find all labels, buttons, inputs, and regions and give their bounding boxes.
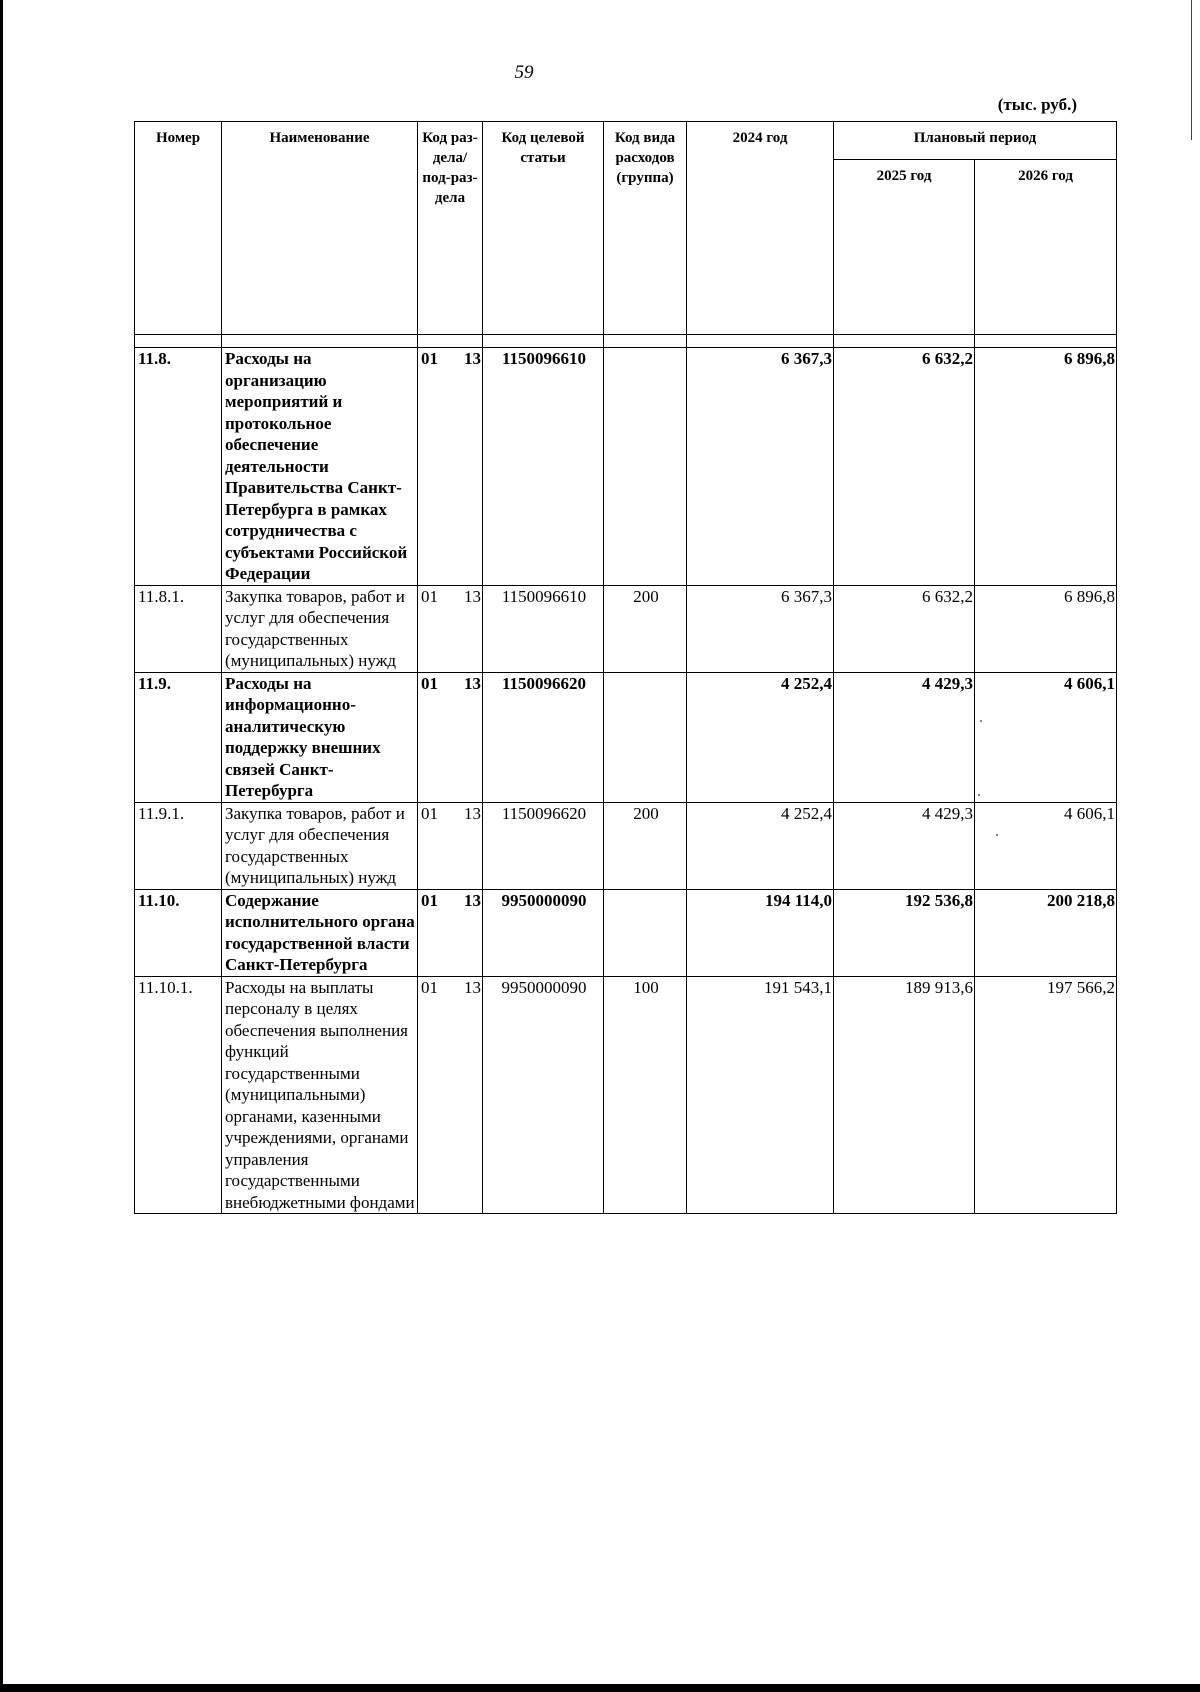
row-value-2025: 192 536,8 bbox=[834, 889, 975, 976]
row-name: Закупка товаров, работ и услуг для обеспечения государственных (муниципальных) нужд bbox=[222, 585, 418, 672]
scan-speck bbox=[978, 794, 980, 796]
header-year-2026: 2026 год bbox=[975, 160, 1117, 335]
header-spacer-row bbox=[135, 335, 1117, 348]
row-target-code: 9950000090 bbox=[483, 889, 604, 976]
header-planning-period: Плановый период bbox=[834, 122, 1117, 160]
row-section-code bbox=[418, 802, 483, 889]
row-target-code: 1150096610 bbox=[483, 348, 604, 586]
row-name: Содержание исполнительного органа государственной власти Санкт-Петербурга bbox=[222, 889, 418, 976]
row-target-code: 1150096620 bbox=[483, 672, 604, 802]
row-section-code bbox=[418, 585, 483, 672]
table-row bbox=[135, 802, 1117, 889]
header-expense-kind-code: Код вида расходов (группа) bbox=[604, 122, 687, 335]
scan-edge-right bbox=[1191, 0, 1192, 140]
table-row bbox=[135, 348, 1117, 586]
row-section-code bbox=[418, 889, 483, 976]
row-value-2025: 189 913,6 bbox=[834, 976, 975, 1214]
scan-speck bbox=[980, 720, 982, 722]
row-expense-kind: 100 bbox=[604, 976, 687, 1214]
row-target-code: 9950000090 bbox=[483, 976, 604, 1214]
row-value-2026: 4 606,1 bbox=[975, 802, 1117, 889]
table-header bbox=[135, 122, 1117, 335]
row-target-code: 1150096610 bbox=[483, 585, 604, 672]
table-row bbox=[135, 889, 1117, 976]
row-value-2026: 4 606,1 bbox=[975, 672, 1117, 802]
row-subsection: 13 bbox=[464, 890, 481, 910]
header-name: Наименование bbox=[222, 122, 418, 335]
row-section: 01 bbox=[421, 349, 438, 368]
row-value-2026: 197 566,2 bbox=[975, 976, 1117, 1214]
table-body bbox=[135, 335, 1117, 1214]
row-name: Закупка товаров, работ и услуг для обеспечения государственных (муниципальных) нужд bbox=[222, 802, 418, 889]
row-section: 01 bbox=[421, 586, 438, 606]
row-section-code bbox=[418, 976, 483, 1214]
row-section-code bbox=[418, 672, 483, 802]
row-expense-kind bbox=[604, 348, 687, 586]
row-section-code bbox=[418, 348, 483, 586]
row-target-code: 1150096620 bbox=[483, 802, 604, 889]
table-row bbox=[135, 672, 1117, 802]
header-year-2025: 2025 год bbox=[834, 160, 975, 335]
row-section: 01 bbox=[421, 803, 438, 823]
scan-edge-bottom bbox=[0, 1684, 1200, 1692]
row-number: 11.10.1. bbox=[135, 976, 222, 1214]
page-number: 59 bbox=[514, 62, 534, 83]
row-number: 11.9.1. bbox=[135, 802, 222, 889]
row-number: 11.8.1. bbox=[135, 585, 222, 672]
scan-speck bbox=[996, 834, 998, 836]
row-expense-kind bbox=[604, 889, 687, 976]
budget-table bbox=[134, 121, 1117, 1214]
row-value-2026: 6 896,8 bbox=[975, 585, 1117, 672]
row-subsection: 13 bbox=[464, 673, 481, 693]
row-value-2024: 6 367,3 bbox=[687, 585, 834, 672]
header-target-code: Код целевой статьи bbox=[483, 122, 604, 335]
row-expense-kind: 200 bbox=[604, 585, 687, 672]
header-year-2024: 2024 год bbox=[687, 122, 834, 335]
row-value-2025: 6 632,2 bbox=[834, 585, 975, 672]
row-value-2025: 6 632,2 bbox=[834, 348, 975, 586]
row-section: 01 bbox=[421, 673, 438, 693]
row-value-2024: 194 114,0 bbox=[687, 889, 834, 976]
table-row bbox=[135, 585, 1117, 672]
row-value-2025: 4 429,3 bbox=[834, 802, 975, 889]
row-section: 01 bbox=[421, 977, 438, 997]
row-name: Расходы на выплаты персоналу в целях обеспечения выполнения функций государственными (муниципальными) органами, казенными учреждениями, органами управления государственными внебюджетными фондами bbox=[222, 976, 418, 1214]
row-number: 11.10. bbox=[135, 889, 222, 976]
units-label: (тыс. руб.) bbox=[997, 95, 1077, 114]
row-value-2024: 191 543,1 bbox=[687, 976, 834, 1214]
row-subsection: 13 bbox=[464, 803, 481, 823]
row-number: 11.9. bbox=[135, 672, 222, 802]
row-value-2025: 4 429,3 bbox=[834, 672, 975, 802]
row-section: 01 bbox=[421, 890, 438, 910]
scan-edge-left bbox=[0, 0, 3, 1692]
row-value-2024: 4 252,4 bbox=[687, 802, 834, 889]
row-value-2024: 4 252,4 bbox=[687, 672, 834, 802]
row-number: 11.8. bbox=[135, 348, 222, 586]
row-subsection: 13 bbox=[464, 586, 481, 606]
row-value-2026: 6 896,8 bbox=[975, 348, 1117, 586]
header-number: Номер bbox=[135, 122, 222, 335]
row-name: Расходы на организацию мероприятий и протокольное обеспечение деятельности Правительства Санкт-Петербурга в рамках сотрудничества с субъектами Российской Федерации bbox=[222, 348, 418, 586]
row-subsection: 13 bbox=[464, 977, 481, 997]
row-value-2024: 6 367,3 bbox=[687, 348, 834, 586]
row-expense-kind: 200 bbox=[604, 802, 687, 889]
row-value-2026: 200 218,8 bbox=[975, 889, 1117, 976]
row-subsection: 13 bbox=[464, 349, 481, 368]
table-row bbox=[135, 976, 1117, 1214]
row-expense-kind bbox=[604, 672, 687, 802]
header-section-code: Код раз-дела/ под-раз-дела bbox=[418, 122, 483, 335]
row-name: Расходы на информационно-аналитическую поддержку внешних связей Санкт-Петербурга bbox=[222, 672, 418, 802]
